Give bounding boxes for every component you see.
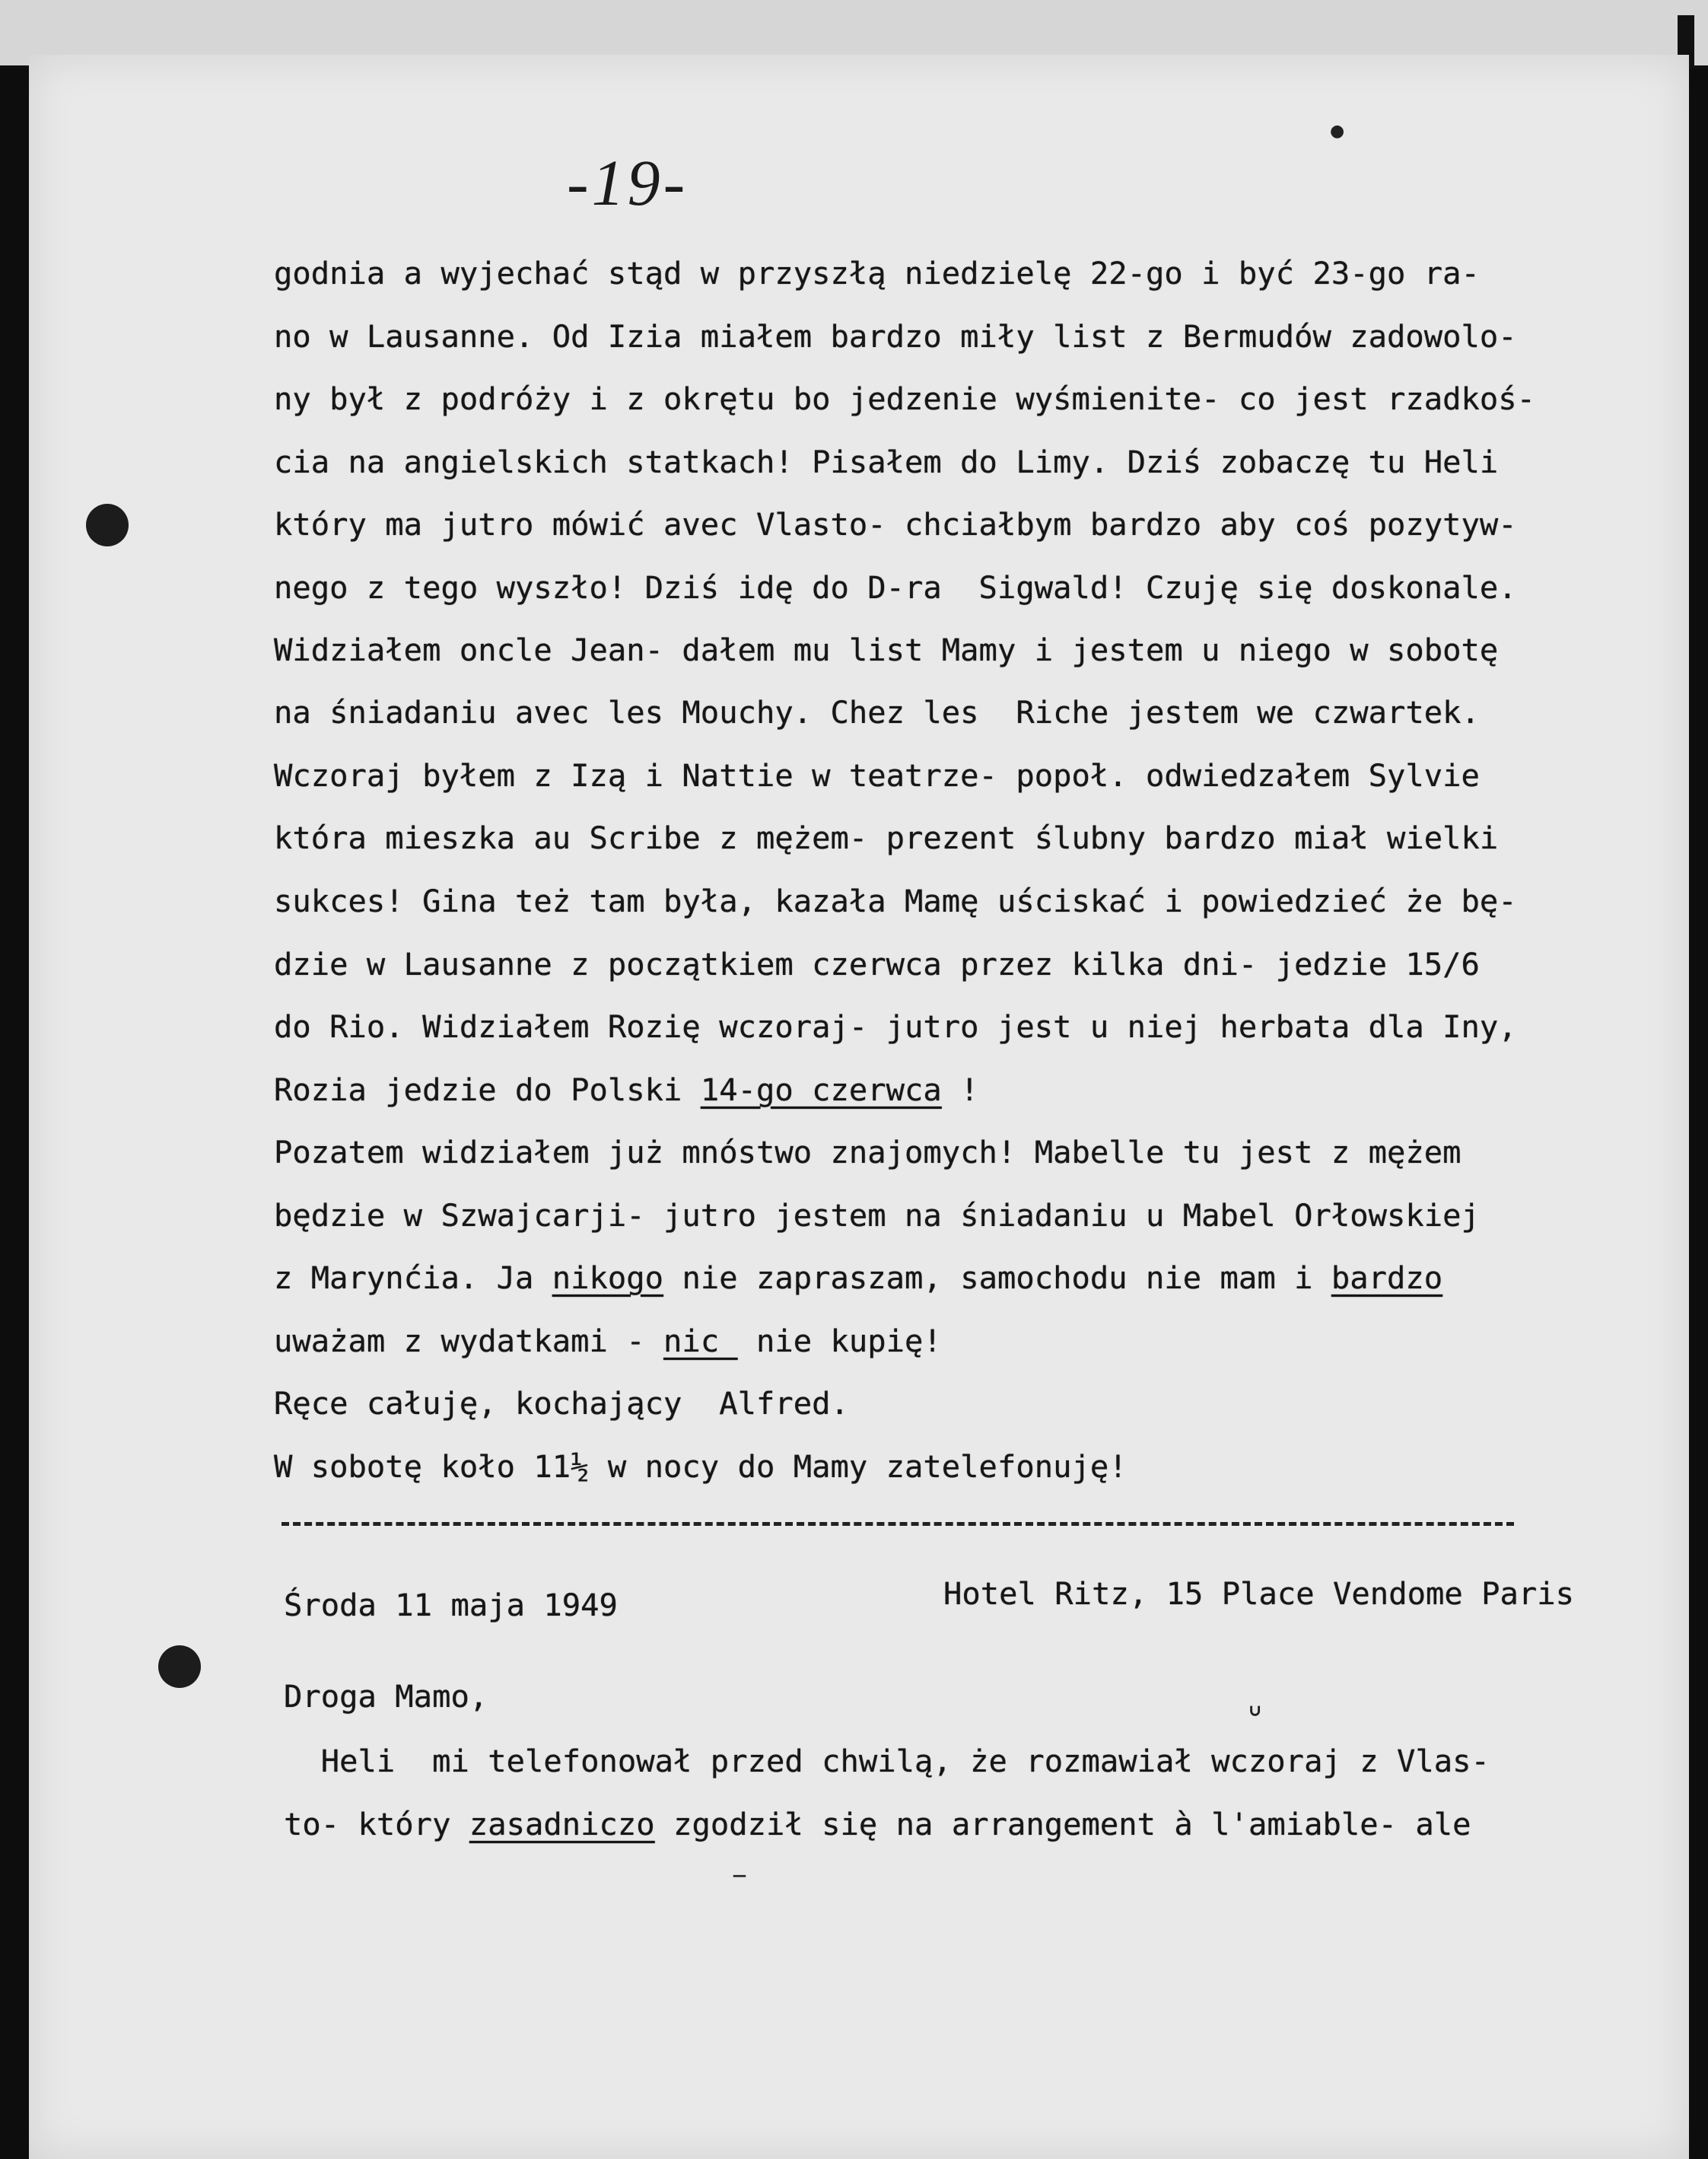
handwritten-mark: ᐡ	[1248, 1697, 1262, 1740]
letter1-line-18	[274, 1323, 942, 1359]
underlined-bardzo: bardzo	[1331, 1259, 1443, 1296]
letter1-line-15: Pozatem widziałem już mnóstwo znajomych! Mabelle tu jest z mężem	[274, 1134, 1462, 1170]
dash-mark: –	[732, 1857, 747, 1892]
letter2-date: Środa 11 maja 1949	[284, 1587, 618, 1623]
underlined-zasadniczo: zasadniczo	[469, 1806, 655, 1842]
letter1-postscript: W sobotę koło 11½ w nocy do Mamy zatelefonuję!	[274, 1448, 1128, 1485]
letter2-address: Hotel Ritz, 15 Place Vendome Paris	[943, 1575, 1575, 1612]
letter1-line-10: która mieszka au Scribe z mężem- prezent ślubny bardzo miał wielki	[274, 820, 1499, 856]
letter1-line-16: będzie w Szwajcarji- jutro jestem na śniadaniu u Mabel Orłowskiej	[274, 1197, 1480, 1234]
punch-hole-bottom	[158, 1645, 201, 1688]
ink-dot: ●	[1330, 122, 1345, 141]
letter1-line-4: cia na angielskich statkach! Pisałem do Limy. Dziś zobaczę tu Heli	[274, 444, 1499, 480]
letter1-line-2: no w Lausanne. Od Izia miałem bardzo miły list z Bermudów zadowolo-	[274, 318, 1517, 355]
letter1-line-9: Wczoraj byłem z Izą i Nattie w teatrze- popoł. odwiedzałem Sylvie	[274, 757, 1480, 794]
letter1-line-7: Widziałem oncle Jean- dałem mu list Mamy i jestem u niego w sobotę	[274, 632, 1499, 668]
line14-tail: !	[941, 1072, 979, 1108]
letter1-line-3: ny był z podróży i z okrętu bo jedzenie wyśmienite- co jest rzadkoś-	[274, 381, 1536, 417]
letter2-line2-end: zgodził się na arrangement à l'amiable- ale	[654, 1806, 1471, 1842]
page-number: -19-	[567, 146, 689, 219]
line17-mid: nie zapraszam, samochodu nie mam i	[663, 1259, 1331, 1296]
underlined-nic: nic	[663, 1323, 738, 1359]
letter1-line-17	[274, 1259, 1442, 1296]
underlined-nikogo: nikogo	[552, 1259, 664, 1296]
separator-rule	[281, 1522, 1514, 1526]
underlined-date: 14-go czerwca	[700, 1072, 942, 1108]
letter1-line-12: dzie w Lausanne z początkiem czerwca przez kilka dni- jedzie 15/6	[274, 946, 1480, 982]
letter1-line-14	[274, 1072, 979, 1108]
letter1-line-5: który ma jutro mówić avec Vlasto- chciałbym bardzo aby coś pozytyw-	[274, 506, 1517, 543]
line18-start: uważam z wydatkami -	[274, 1323, 664, 1359]
letter1-line-13: do Rio. Widziałem Rozię wczoraj- jutro jest u niej herbata dla Iny,	[274, 1008, 1517, 1045]
line14-text: Rozia jedzie do Polski	[274, 1072, 701, 1108]
letter2-line-1: Heli mi telefonował przed chwilą, że rozmawiał wczoraj z Vlas-	[284, 1743, 1490, 1779]
punch-hole-top	[86, 504, 129, 546]
line17-start: z Marynćia. Ja	[274, 1259, 552, 1296]
letter2-line2-start: to- który	[284, 1806, 469, 1842]
letter1-line-1: godnia a wyjechać stąd w przyszłą niedzielę 22-go i być 23-go ra-	[274, 255, 1480, 291]
letter1-line-6: nego z tego wyszło! Dziś idę do D-ra Sigwald! Czuję się doskonale.	[274, 569, 1517, 606]
letter1-line-8: na śniadaniu avec les Mouchy. Chez les Riche jestem we czwartek.	[274, 694, 1480, 731]
line18-tail: nie kupię!	[737, 1323, 942, 1359]
letter1-line-11: sukces! Gina też tam była, kazała Mamę uściskać i powiedzieć że bę-	[274, 883, 1517, 919]
letter2-salutation: Droga Mamo,	[284, 1678, 488, 1715]
letter1-closing: Ręce całuję, kochający Alfred.	[274, 1385, 849, 1422]
letter2-line-2	[284, 1806, 1471, 1842]
